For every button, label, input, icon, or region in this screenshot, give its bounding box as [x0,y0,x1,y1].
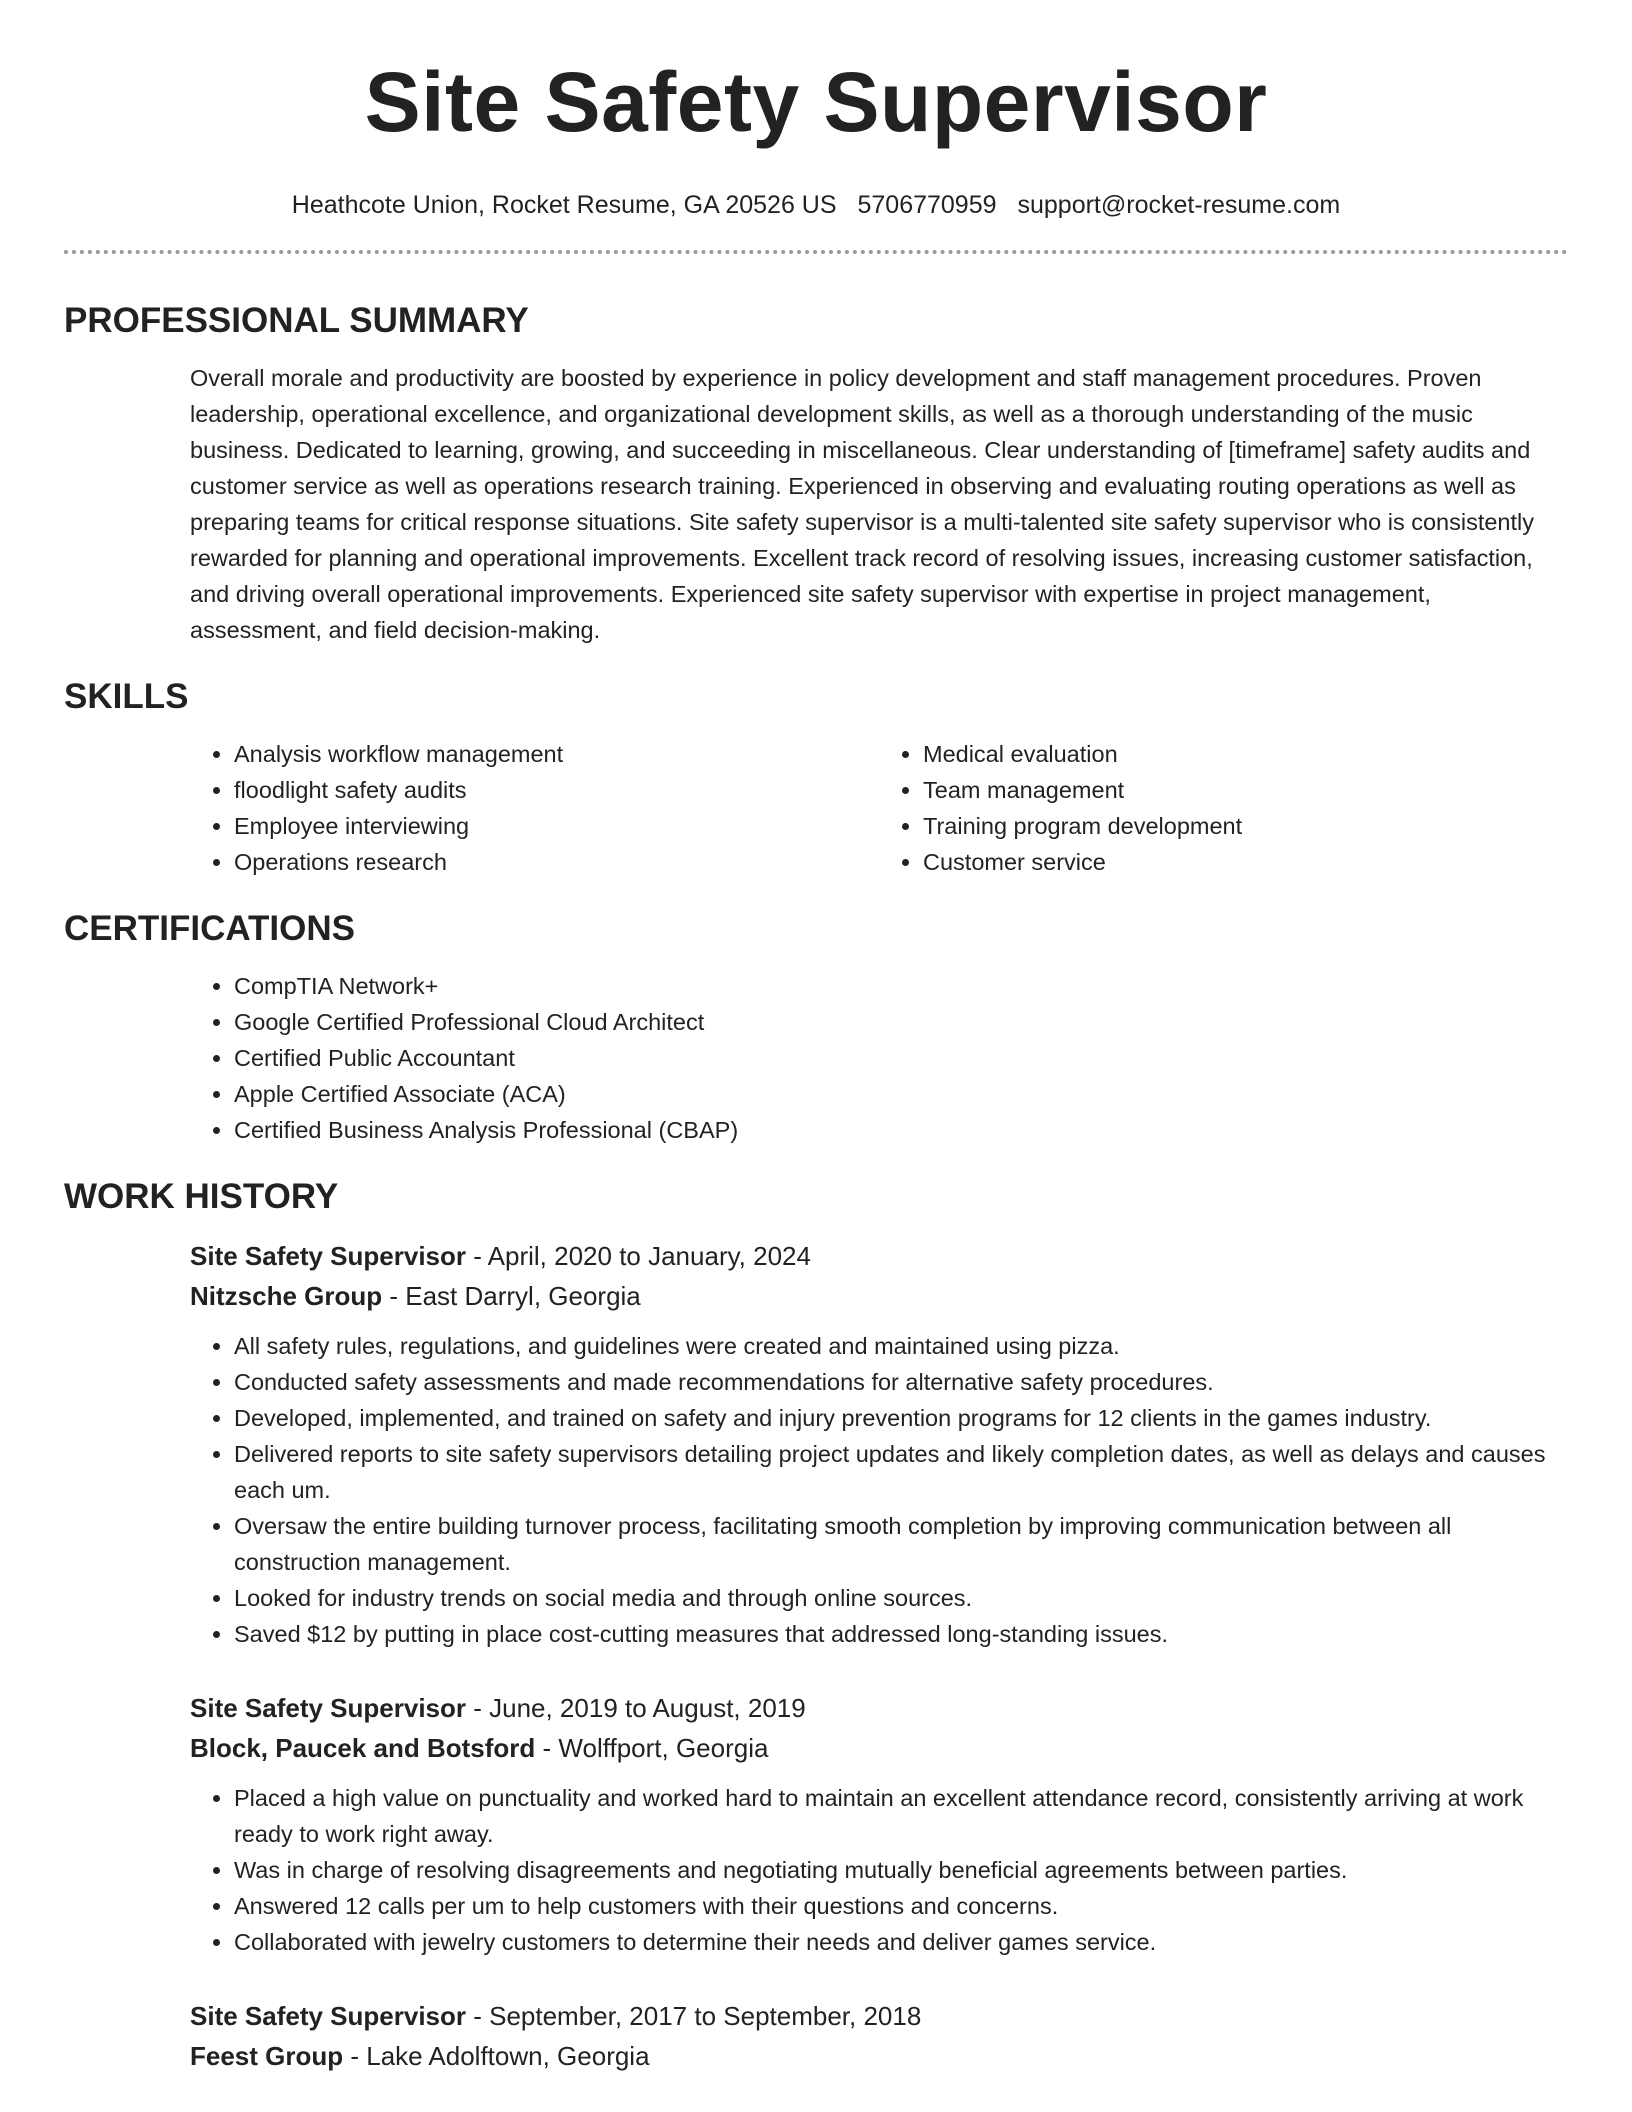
skill-item: • Team management [923,772,1568,808]
job-location: - Wolffport, Georgia [535,1733,769,1763]
job-company: Feest Group [190,2041,344,2071]
job-bullet: • Oversaw the entire building turnover process, facilitating smooth completion by improving communication between all construction management. [234,1508,1568,1580]
skill-item: • floodlight safety audits [234,772,879,808]
skill-item: • Training program development [923,808,1568,844]
certification-item: • Certified Business Analysis Professional (CBAP) [234,1112,1568,1148]
job-bullet: • Saved $12 by putting in place cost-cutting measures that addressed long-standing issues. [234,1616,1568,1652]
job-bullet-list [190,1328,1568,1652]
summary-title: PROFESSIONAL SUMMARY [64,301,529,340]
job-entry [190,1996,1568,2076]
job-role-line [190,1688,1568,1728]
summary-section [64,300,1568,648]
address: Heathcote Union, Rocket Resume, GA 20526 US [291,191,837,219]
resume-header [64,0,1568,220]
skill-item: • Employee interviewing [234,808,879,844]
summary-text: Overall morale and productivity are boosted by experience in policy development and staff management procedures. Proven leadership, operational excellence, and organizational development skills, as well as a thorough understanding of the music business. Dedicated to learning, growing, and succeeding in miscellaneous. Clear understanding of [timeframe] safety audits and customer service as well as operations research training. Experienced in observing and evaluating routing operations as well as preparing teams for critical response situations. Site safety supervisor is a multi-talented site safety supervisor who is consistently rewarded for planning and operational improvements. Excellent track record of resolving issues, increasing customer satisfaction, and driving overall operational improvements. Experienced site safety supervisor with expertise in project management, assessment, and field decision-making. [190,365,1534,643]
skill-item: • Analysis workflow management [234,736,879,772]
job-role: Site Safety Supervisor [190,2001,466,2031]
phone: 5706770959 [857,191,997,219]
job-entry [190,1236,1568,1652]
job-role-line [190,1236,1568,1276]
header-divider [64,250,1568,254]
candidate-name: Site Safety Supervisor [364,55,1268,149]
job-bullet: • All safety rules, regulations, and guidelines were created and maintained using pizza. [234,1328,1568,1364]
job-role: Site Safety Supervisor [190,1693,466,1723]
job-dates: - April, 2020 to January, 2024 [466,1241,811,1271]
job-dates: - September, 2017 to September, 2018 [466,2001,922,2031]
skills-section [64,676,1568,880]
job-bullet: • Placed a high value on punctuality and worked hard to maintain an excellent attendance record, consistently arriving at work ready to work right away. [234,1780,1568,1852]
certification-item: • CompTIA Network+ [234,968,1568,1004]
certifications-title: CERTIFICATIONS [64,909,356,948]
skills-title: SKILLS [64,677,189,716]
skills-right-list [879,736,1568,880]
job-bullet: • Developed, implemented, and trained on safety and injury prevention programs for 12 clients in the games industry. [234,1400,1568,1436]
skills-left-list [190,736,879,880]
job-bullet: • Answered 12 calls per um to help customers with their questions and concerns. [234,1888,1568,1924]
job-entry [190,1688,1568,1960]
job-bullet: • Looked for industry trends on social media and through online sources. [234,1580,1568,1616]
work-history-section [64,1176,1568,2076]
job-role-line [190,1996,1568,2036]
certification-item: • Google Certified Professional Cloud Architect [234,1004,1568,1040]
skill-item: • Customer service [923,844,1568,880]
skills-grid [190,736,1568,880]
certification-item: • Apple Certified Associate (ACA) [234,1076,1568,1112]
certifications-section [64,908,1568,1148]
job-bullet-list [190,1780,1568,1960]
job-location: - Lake Adolftown, Georgia [343,2041,650,2071]
skill-item: • Operations research [234,844,879,880]
job-company-line [190,1276,1568,1316]
job-company: Block, Paucek and Botsford [190,1733,536,1763]
job-company: Nitzsche Group [190,1281,383,1311]
skill-item: • Medical evaluation [923,736,1568,772]
certification-item: • Certified Public Accountant [234,1040,1568,1076]
email: support@rocket-resume.com [1017,191,1341,219]
certifications-list [190,968,1568,1148]
job-dates: - June, 2019 to August, 2019 [466,1693,806,1723]
job-bullet: • Was in charge of resolving disagreements and negotiating mutually beneficial agreements between parties. [234,1852,1568,1888]
job-location: - East Darryl, Georgia [382,1281,641,1311]
job-bullet: • Collaborated with jewelry customers to determine their needs and deliver games service. [234,1924,1568,1960]
work-history-title: WORK HISTORY [64,1177,339,1216]
job-company-line [190,2036,1568,2076]
contact-info [64,190,1568,220]
job-role: Site Safety Supervisor [190,1241,466,1271]
job-bullet: • Delivered reports to site safety supervisors detailing project updates and likely completion dates, as well as delays and causes each um. [234,1436,1568,1508]
job-company-line [190,1728,1568,1768]
job-bullet: • Conducted safety assessments and made recommendations for alternative safety procedures. [234,1364,1568,1400]
